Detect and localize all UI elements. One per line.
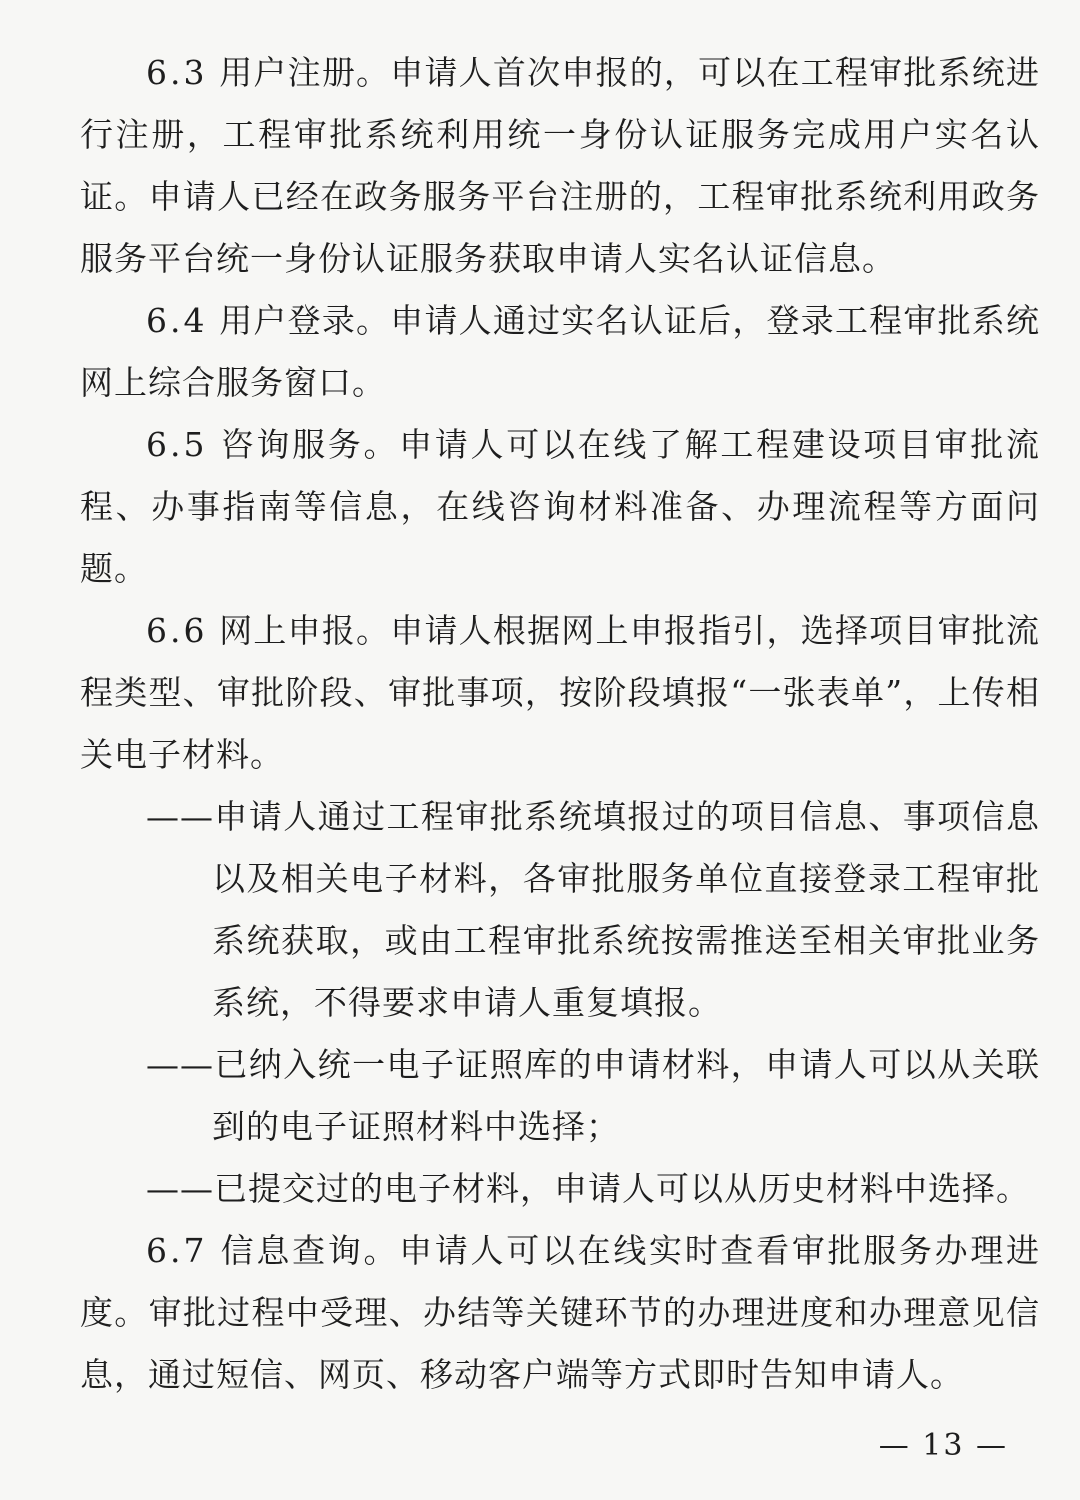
section-6-6	[80, 600, 1040, 786]
section-number: 6.5	[146, 425, 208, 464]
list-item-text: 已纳入统一电子证照库的申请材料，申请人可以从关联到的电子证照材料中选择；	[212, 1045, 1040, 1146]
list-item-text: 申请人通过工程审批系统填报过的项目信息、事项信息以及相关电子材料，各审批服务单位直接登录工程审批系统获取，或由工程审批系统按需推送至相关审批业务系统，不得要求申请人重复填报。	[212, 797, 1040, 1022]
section-text: 信息查询。申请人可以在线实时查看审批服务办理进度。审批过程中受理、办结等关键环节的办理进度和办理意见信息，通过短信、网页、移动客户端等方式即时告知申请人。	[80, 1231, 1040, 1394]
section-number: 6.3	[146, 53, 208, 92]
section-text: 网上申报。申请人根据网上申报指引，选择项目审批流程类型、审批阶段、审批事项，按阶段填报“一张表单”，上传相关电子材料。	[80, 611, 1040, 774]
list-item	[80, 1158, 1040, 1220]
section-6-3	[80, 42, 1040, 290]
section-text: 用户登录。申请人通过实名认证后，登录工程审批系统网上综合服务窗口。	[80, 301, 1040, 402]
section-number: 6.7	[146, 1231, 208, 1270]
section-text: 咨询服务。申请人可以在线了解工程建设项目审批流程、办事指南等信息，在线咨询材料准备、办理流程等方面问题。	[80, 425, 1040, 588]
section-number: 6.6	[146, 611, 208, 650]
section-6-4	[80, 290, 1040, 414]
list-item	[80, 1034, 1040, 1158]
section-6-7	[80, 1220, 1040, 1406]
list-item-text: 已提交过的电子材料，申请人可以从历史材料中选择。	[214, 1169, 1030, 1208]
list-item	[80, 786, 1040, 1034]
dash-marker: ——	[146, 1045, 214, 1084]
dash-marker: ——	[146, 1169, 214, 1208]
section-number: 6.4	[146, 301, 208, 340]
section-text: 用户注册。申请人首次申报的，可以在工程审批系统进行注册，工程审批系统利用统一身份认证服务完成用户实名认证。申请人已经在政务服务平台注册的，工程审批系统利用政务服务平台统一身份认证服务获取申请人实名认证信息。	[80, 53, 1040, 278]
page-number: — 13 —	[878, 1428, 1008, 1463]
dash-marker: ——	[146, 797, 214, 836]
document-body	[80, 42, 1040, 1406]
section-6-5	[80, 414, 1040, 600]
